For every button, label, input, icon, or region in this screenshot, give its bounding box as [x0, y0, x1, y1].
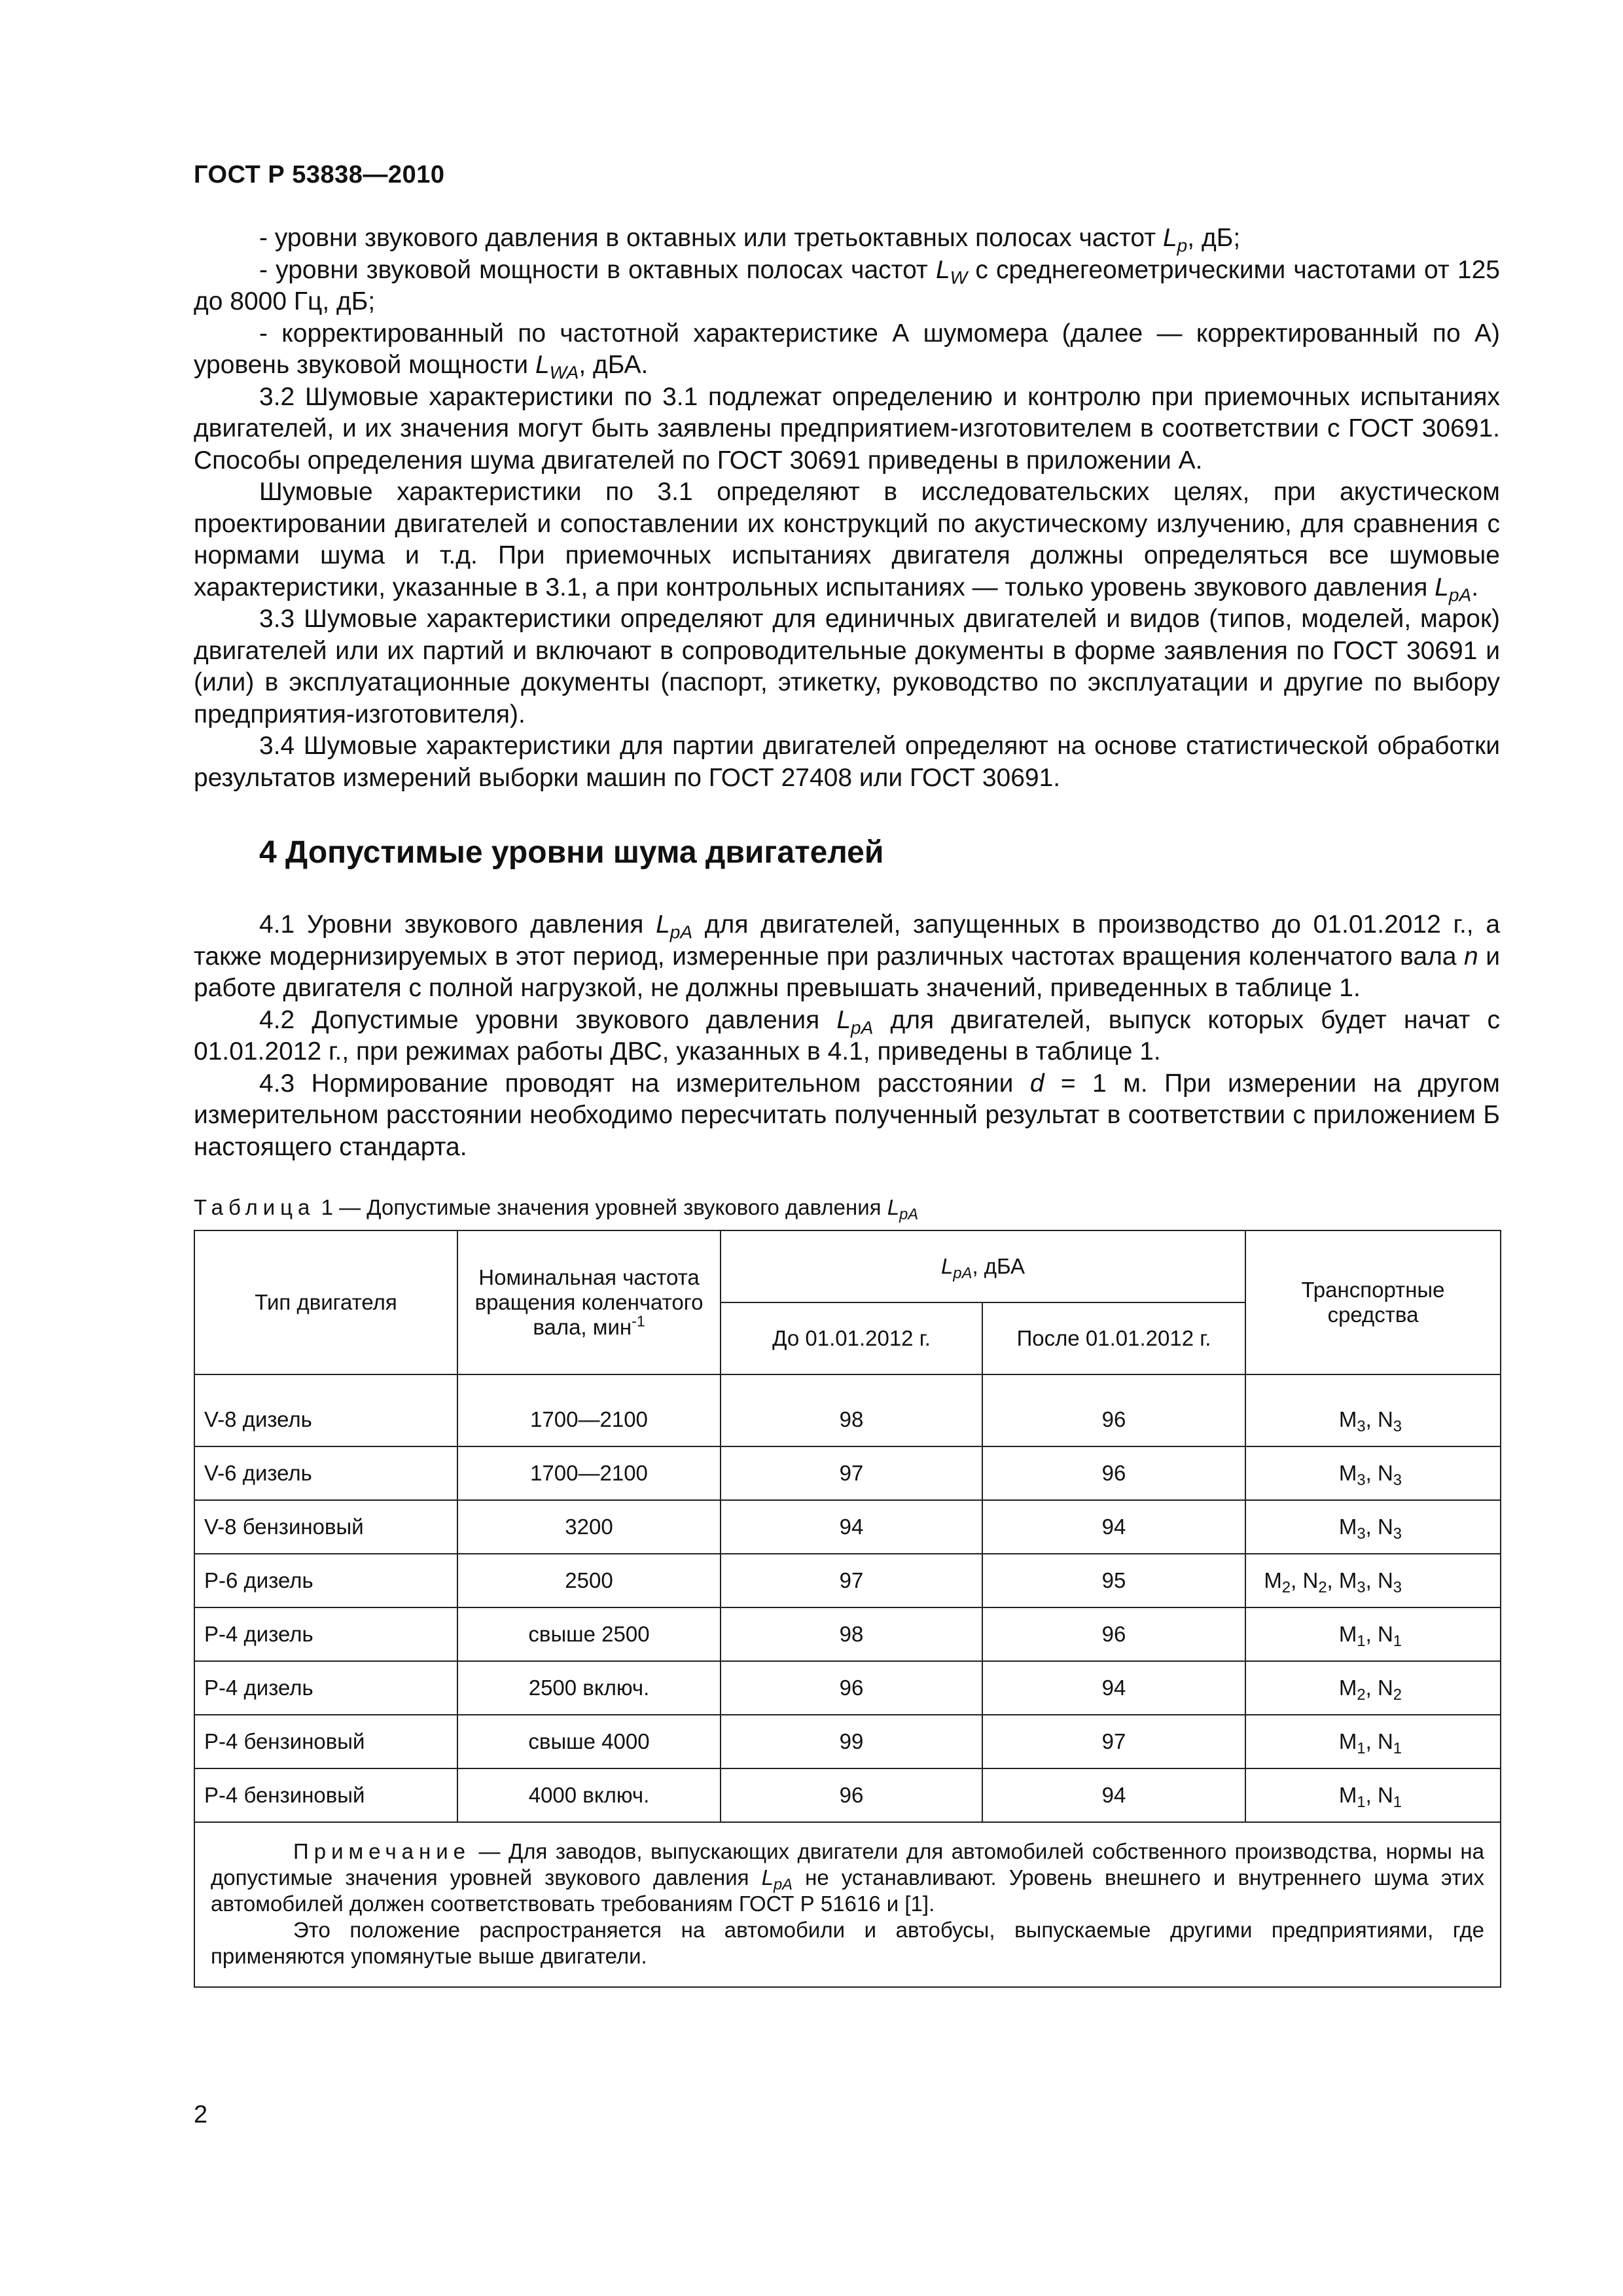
cell-transport: $M_1$, $N_1$	[1245, 1607, 1501, 1661]
cell-level-before: 97	[721, 1554, 982, 1607]
cell-engine-type: V-8 бензиновый	[194, 1500, 457, 1554]
paragraph-3-2-continued: Шумовые характеристики по 3.1 определяют в исследовательских целях, при акустическом проектировании двигателей и сопоставлении их конструкций по акустическому излучению, для сравнения с нормами шума и т.д. При приемочных испытаниях двигателя должны определяться все шумовые характеристики, указанные в 3.1, а при контрольных испытаниях — только уровень звукового давления $L_{pA}$.	[194, 478, 1500, 605]
cell-level-after: 96	[982, 1446, 1245, 1500]
noise-levels-table	[194, 1230, 1501, 1988]
paragraph-4-1: 4.1 Уровни звукового давления $L_{pA}$ для двигателей, запущенных в производство до 01.01.2012 г., а также модернизируемых в этот период, измеренные при различных частотах вращения коленчатого вала n и работе двигателя с полной нагрузкой, не должны превышать значений, приведенных в таблице 1.	[194, 910, 1501, 1002]
table-row	[194, 1554, 1501, 1607]
cell-engine-type: Р-6 дизель	[194, 1554, 457, 1607]
table-row	[194, 1607, 1501, 1661]
paragraph-3-2: 3.2 Шумовые характеристики по 3.1 подлежат определению и контролю при приемочных испытаниях двигателей, и их значения могут быть заявлены предприятием-изготовителем в соответствии с ГОСТ 30691. Способы определения шума двигателей по ГОСТ 30691 приведены в приложении А.	[194, 382, 1500, 475]
header-after-date: После 01.01.2012 г.	[982, 1302, 1245, 1374]
cell-rpm: 2500 включ.	[457, 1661, 721, 1715]
header-rpm: Номинальная частота вращения коленчатого вала, мин$^{-1}$	[457, 1230, 721, 1374]
cell-engine-type: Р-4 бензиновый	[194, 1768, 457, 1822]
table-row	[194, 1768, 1501, 1822]
cell-engine-type: Р-4 дизель	[194, 1607, 457, 1661]
cell-transport: $M_3$, $N_3$	[1245, 1374, 1501, 1446]
cell-transport: $M_3$, $N_3$	[1245, 1446, 1501, 1500]
table-note	[194, 1822, 1501, 1987]
cell-rpm: 1700—2100	[457, 1446, 721, 1500]
cell-rpm: 2500	[457, 1554, 721, 1607]
cell-transport: $M_1$, $N_1$	[1245, 1715, 1501, 1768]
list-item-sound-power: - уровни звуковой мощности в октавных полосах частот $L_W$ с среднегеометрическими частотами от 125 до 8000 Гц, дБ;	[194, 255, 1500, 315]
cell-level-before: 97	[721, 1446, 982, 1500]
cell-level-after: 94	[982, 1500, 1245, 1554]
table-row	[194, 1446, 1501, 1500]
cell-level-after: 96	[982, 1374, 1245, 1446]
note-paragraph-1: Примечание — Для заводов, выпускающих двигатели для автомобилей собственного производства, нормы на допустимые значения уровней звукового давления $L_{pA}$ не устанавливают. Уровень внешнего и внутреннего шума этих автомобилей должен соответствовать требованиям ГОСТ Р 51616 и [1].	[211, 1839, 1485, 1916]
note-paragraph-2: Это положение распространяется на автомобили и автобусы, выпускаемые другими предприятиями, где применяются упомянутые выше двигатели.	[211, 1918, 1484, 1968]
header-before-date: До 01.01.2012 г.	[721, 1302, 982, 1374]
paragraph-3-4: 3.4 Шумовые характеристики для партии двигателей определяют на основе статистической обработки результатов измерений выборки машин по ГОСТ 27408 или ГОСТ 30691.	[194, 732, 1500, 792]
cell-rpm: 4000 включ.	[457, 1768, 721, 1822]
standard-header: ГОСТ Р 53838—2010	[194, 161, 445, 188]
table-caption: Таблица 1 — Допустимые значения уровней звукового давления $L_{pA}$	[194, 1195, 919, 1224]
cell-rpm: свыше 4000	[457, 1715, 721, 1768]
cell-rpm: 1700—2100	[457, 1374, 721, 1446]
cell-level-after: 97	[982, 1715, 1245, 1768]
cell-engine-type: Р-4 дизель	[194, 1661, 457, 1715]
cell-level-before: 94	[721, 1500, 982, 1554]
list-item-corrected-power: - корректированный по частотной характеристике А шумомера (далее — корректированный по А) уровень звуковой мощности $L_{WA}$, дБА.	[194, 319, 1500, 383]
cell-rpm: 3200	[457, 1500, 721, 1554]
cell-transport: $M_1$, $N_1$	[1245, 1768, 1501, 1822]
cell-level-after: 94	[982, 1661, 1245, 1715]
cell-level-before: 98	[721, 1607, 982, 1661]
header-engine-type: Тип двигателя	[194, 1230, 457, 1374]
cell-rpm: свыше 2500	[457, 1607, 721, 1661]
header-sound-level: $L_{pA}$, дБА	[721, 1230, 1245, 1302]
cell-level-after: 96	[982, 1607, 1245, 1661]
table-body	[194, 1374, 1501, 1822]
cell-transport: $M_3$, $N_3$	[1245, 1500, 1501, 1554]
cell-engine-type: V-6 дизель	[194, 1446, 457, 1500]
cell-engine-type: V-8 дизель	[194, 1374, 457, 1446]
cell-level-before: 96	[721, 1768, 982, 1822]
cell-level-after: 95	[982, 1554, 1245, 1607]
header-transport: Транспортные средства	[1245, 1230, 1501, 1374]
cell-engine-type: Р-4 бензиновый	[194, 1715, 457, 1768]
section-4-title: 4 Допустимые уровни шума двигателей	[259, 835, 884, 870]
table-row	[194, 1374, 1501, 1446]
paragraph-4-3: 4.3 Нормирование проводят на измерительном расстоянии d = 1 м. При измерении на другом измерительном расстоянии необходимо пересчитать полученный результат в соответствии с приложением Б настоящего стандарта.	[194, 1069, 1500, 1161]
cell-transport: $M_2$, $N_2$, $M_3$, $N_3$	[1245, 1554, 1501, 1607]
cell-level-before: 96	[721, 1661, 982, 1715]
list-item-sound-pressure: - уровни звукового давления в октавных или третьоктавных полосах частот $L_p$, дБ;	[259, 224, 1241, 256]
table-row	[194, 1661, 1501, 1715]
body-text	[194, 223, 1500, 1988]
paragraph-3-3: 3.3 Шумовые характеристики определяют для единичных двигателей и видов (типов, моделей, марок) двигателей или их партий и включают в сопроводительные документы в форме заявления по ГОСТ 30691 и (или) в эксплуатационные документы (паспорт, этикетку, руководство по эксплуатации и другие по выбору предприятия-изготовителя).	[194, 605, 1500, 728]
table-row	[194, 1500, 1501, 1554]
page-number: 2	[194, 2101, 208, 2128]
cell-transport: $M_2$, $N_2$	[1245, 1661, 1501, 1715]
table-row	[194, 1715, 1501, 1768]
cell-level-before: 98	[721, 1374, 982, 1446]
paragraph-4-2: 4.2 Допустимые уровни звукового давления $L_{pA}$ для двигателей, выпуск которых будет начат с 01.01.2012 г., при режимах работы ДВС, указанных в 4.1, приведены в таблице 1.	[194, 1005, 1500, 1066]
cell-level-after: 94	[982, 1768, 1245, 1822]
cell-level-before: 99	[721, 1715, 982, 1768]
